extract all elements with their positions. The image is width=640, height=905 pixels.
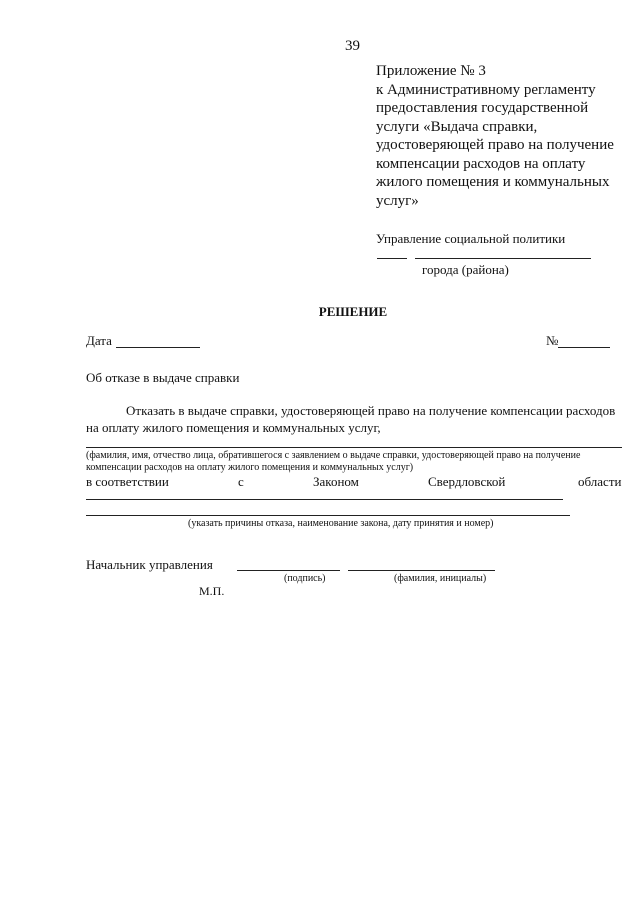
page-number: 39 bbox=[345, 38, 360, 54]
city-caption: города (района) bbox=[422, 262, 509, 277]
accordance-word-2: с bbox=[238, 474, 244, 489]
applicant-caption-line1: (фамилия, имя, отчество лица, обратившегося с заявлением о выдаче справки, удостоверяющей право на получение bbox=[86, 450, 581, 461]
appendix-header bbox=[376, 62, 626, 210]
number-blank bbox=[558, 347, 610, 348]
appendix-line: к Административному регламенту bbox=[376, 81, 596, 98]
appendix-line: Приложение № 3 bbox=[376, 63, 486, 79]
accordance-word-4: Свердловской bbox=[428, 474, 506, 489]
accordance-word-3: Законом bbox=[313, 474, 359, 489]
department-blank-short bbox=[377, 258, 407, 259]
seal-label: М.П. bbox=[199, 584, 225, 598]
date-blank bbox=[116, 347, 200, 348]
refusal-paragraph-line1: Отказать в выдаче справки, удостоверяющей право на получение компенсации расходов bbox=[126, 403, 616, 418]
appendix-line: услуг» bbox=[376, 192, 419, 209]
reason-caption: (указать причины отказа, наименование закона, дату принятия и номер) bbox=[188, 518, 494, 529]
document-title: РЕШЕНИЕ bbox=[318, 304, 388, 319]
date-label: Дата bbox=[86, 333, 112, 348]
applicant-caption-line2: компенсации расходов на оплату жилого помещения и коммунальных услуг) bbox=[86, 462, 414, 473]
accordance-word-1: в соответствии bbox=[86, 474, 169, 489]
reason-blank-2 bbox=[86, 515, 570, 516]
appendix-line: услуги «Выдача справки, bbox=[376, 118, 538, 135]
applicant-blank bbox=[86, 447, 622, 448]
appendix-line: компенсации расходов на оплату bbox=[376, 155, 586, 172]
subject-line: Об отказе в выдаче справки bbox=[86, 370, 240, 385]
name-blank bbox=[348, 570, 495, 571]
appendix-line: предоставления государственной bbox=[376, 100, 589, 116]
signature-caption: (подпись) bbox=[284, 573, 326, 584]
department-blank-long bbox=[415, 258, 591, 259]
appendix-line: удостоверяющей право на получение bbox=[376, 137, 614, 153]
refusal-paragraph bbox=[86, 402, 622, 436]
accordance-word-5: области bbox=[578, 474, 622, 489]
appendix-line: жилого помещения и коммунальных bbox=[376, 174, 610, 190]
reason-blank-1 bbox=[86, 499, 563, 500]
department-name: Управление социальной политики bbox=[376, 231, 566, 246]
head-label: Начальник управления bbox=[86, 557, 213, 572]
signature-blank bbox=[237, 570, 340, 571]
refusal-paragraph-line2: на оплату жилого помещения и коммунальных услуг, bbox=[86, 420, 381, 435]
name-caption: (фамилия, инициалы) bbox=[394, 573, 487, 584]
number-label: № bbox=[546, 333, 559, 348]
